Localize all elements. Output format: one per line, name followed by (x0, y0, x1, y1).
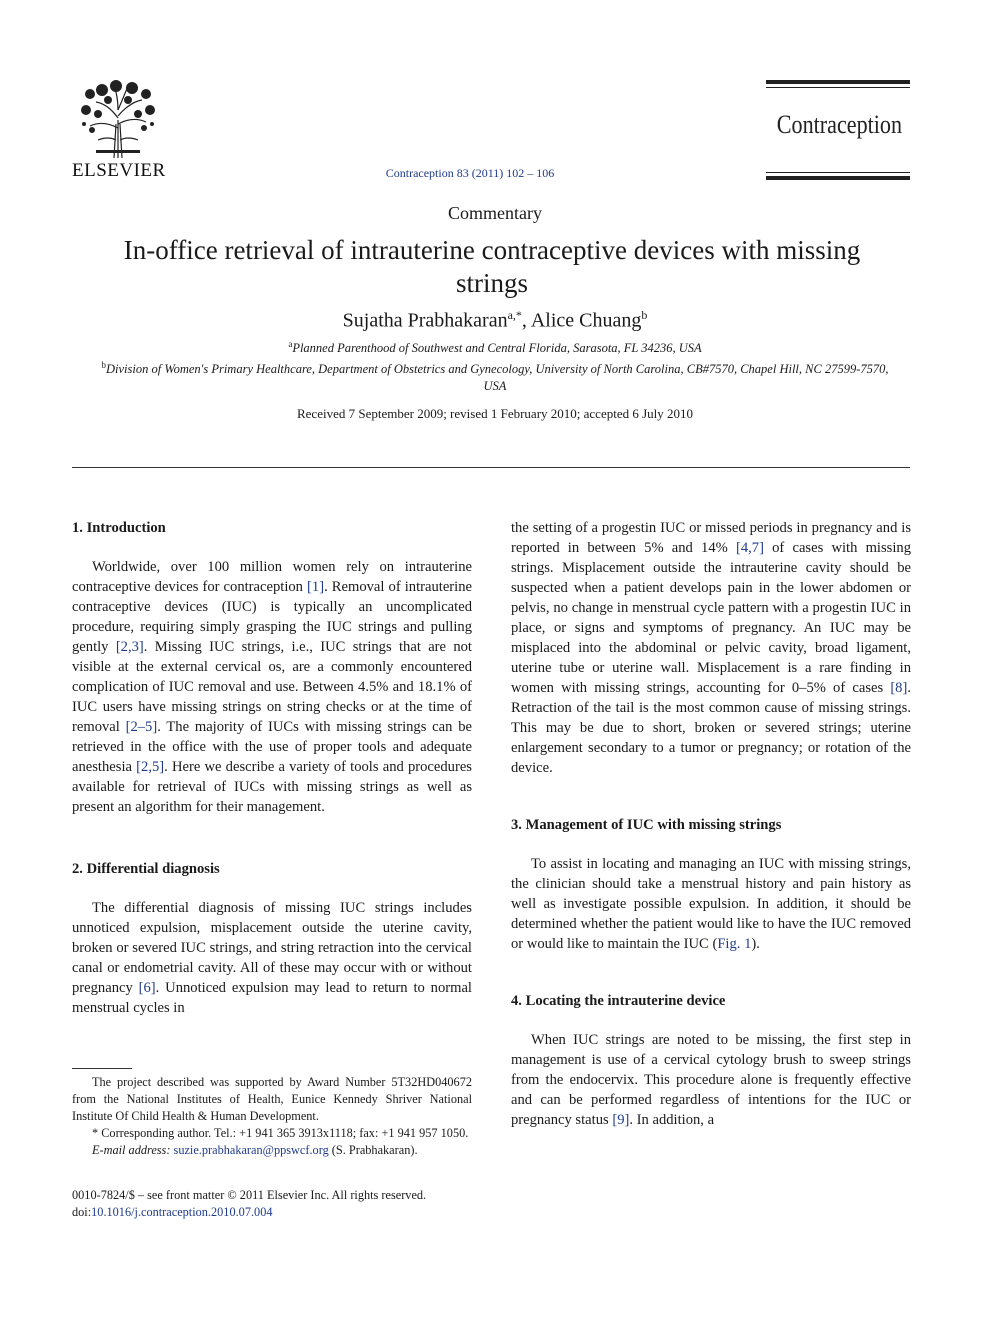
masthead-rule-top-thin (766, 87, 910, 88)
affiliation: $^b$Division of Women's Primary Healthcare, Department of Obstetrics and Gynecology, University of North Carolina, CB#7570, Chapel Hill, NC 27599-7570, USA (101, 360, 889, 394)
article-type: Commentary (448, 203, 542, 223)
affiliations (100, 336, 890, 395)
journal-masthead (766, 80, 910, 180)
masthead-rule-bottom (766, 176, 910, 180)
citation-link[interactable]: [4,7] (735, 540, 764, 556)
doi-link[interactable]: 10.1016/j.contraception.2010.07.004 (91, 1205, 273, 1219)
elsevier-logo (72, 80, 164, 180)
section-heading: 4. Locating the intrauterine device (511, 993, 726, 1009)
section-heading: 1. Introduction (72, 520, 166, 536)
funding-note: The project described was supported by Award Number 5T32HD040672 from the National Institutes of Health, Eunice Kennedy Shriver National Institute Of Child Health & Human Development. (72, 1075, 472, 1123)
publisher-name: ELSEVIER (72, 160, 166, 181)
citation-link[interactable]: [2,3] (115, 639, 144, 655)
masthead-rule-bottom-thin (766, 172, 910, 173)
doi-line (72, 1204, 482, 1221)
author-name[interactable]: Alice Chuang (530, 309, 642, 332)
issn-line: 0010-7824/$ – see front matter © 2011 Elsevier Inc. All rights reserved. (72, 1188, 427, 1202)
citation-link[interactable]: [9] (612, 1112, 630, 1128)
citation-link[interactable]: [6] (138, 980, 156, 996)
paragraph: When IUC strings are noted to be missing, the first step in management is use of a cervical cytology brush to sweep strings from the endocervix. This procedure alone is frequently effective and can be performed regardless of intentions for the IUC or pregnancy status [9]. In addition, a (511, 1032, 911, 1128)
masthead-rule-top (766, 80, 910, 84)
left-column (72, 518, 472, 1018)
elsevier-tree-icon (78, 80, 158, 158)
article-dates: Received 7 September 2009; revised 1 February 2010; accepted 6 July 2010 (296, 406, 694, 421)
corresponding-author-note: * Corresponding author. Tel.: +1 941 365 3913x1118; fax: +1 941 957 1050. (92, 1126, 469, 1140)
journal-reference[interactable]: Contraception 83 (2011) 102 – 106 (385, 166, 555, 180)
author-list (0, 308, 990, 333)
paragraph: To assist in locating and managing an IUC with missing strings, the clinician should take a menstrual history and pain history as well as investigate possible expulsion. In addition, it should be determined whether the patient would like to have the IUC removed or would like to maintain the IUC (Fig. 1). (511, 856, 911, 952)
author-marks: a,* (507, 308, 522, 322)
header-divider (72, 467, 910, 468)
citation-link[interactable]: [1] (307, 579, 325, 595)
citation-link[interactable]: [2–5] (125, 719, 158, 735)
email-label: E-mail address: (92, 1143, 171, 1157)
footnote-divider (72, 1068, 132, 1069)
paragraph: The differential diagnosis of missing IUC strings includes unnoticed expulsion, misplacement outside the uterine cavity, broken or severed IUC strings, and string retraction into the cervical canal or endometrial cavity. All of these may occur with or without pregnancy [6]. Unnoticed expulsion may lead to return to normal menstrual cycles in (72, 900, 472, 1016)
author-separator: , (521, 309, 531, 332)
paragraph: the setting of a progestin IUC or missed periods in pregnancy and is reported in between 5% and 14% [4,7] of cases with missing strings. Misplacement outside the intrauterine cavity should be suspected when a patient develops pain in the lower abdomen or pelvis, no change in menstrual cycle pattern with a progestin IUC in place, or signs and symptoms of pregnancy. An IUC may be misplaced into the abdominal or pelvic cavity, broad ligament, uterine tube or uterine wall. Misplacement is a rare finding in women with missing strings, accounting for 0–5% of cases [8]. Retraction of the tail is the most common cause of missing strings. This may be due to short, broken or severed strings; uterine enlargement secondary to a tumor or pregnancy; or rotation of the device. (511, 520, 911, 776)
affiliation: $^a$Planned Parenthood of Southwest and Central Florida, Sarasota, FL 34236, USA (288, 339, 702, 356)
email-note (72, 1142, 472, 1159)
paragraph: Worldwide, over 100 million women rely on intrauterine contraceptive devices for contraception [1]. Removal of intrauterine contraceptive devices (IUC) is typically an uncomplicated procedure, requiring simply grasping the IUC strings and pulling gently [2,3]. Missing IUC strings, i.e., IUC strings that are not visible at the external cervical os, are a commonly encountered complication of IUC removal and use. Between 4.5% and 18.1% of IUC users have missing strings on string checks or at the time of removal [2–5]. The majority of IUCs with missing strings can be retrieved in the office with the use of proper tools and adequate anesthesia [2,5]. Here we describe a variety of tools and procedures available for retrieval of IUCs with missing strings as well as present an algorithm for their management. (72, 559, 472, 815)
email-link[interactable]: suzie.prabhakaran@ppswcf.org (173, 1143, 329, 1157)
copyright-block (72, 1187, 482, 1221)
citation-link[interactable]: Fig. 1 (717, 936, 752, 952)
author-marks: b (641, 308, 648, 322)
doi-label: doi: (72, 1205, 92, 1219)
article-title: In-office retrieval of intrauterine contraceptive devices with missing strings (123, 235, 861, 298)
journal-name: Contraception (776, 110, 903, 139)
citation-link[interactable]: [2,5] (136, 759, 165, 775)
footnotes (72, 1074, 472, 1159)
right-column (511, 518, 911, 1130)
section-heading: 2. Differential diagnosis (72, 861, 220, 877)
citation-link[interactable]: [8] (890, 680, 908, 696)
email-suffix: (S. Prabhakaran). (328, 1143, 418, 1157)
author-name[interactable]: Sujatha Prabhakaran (342, 309, 508, 332)
section-heading: 3. Management of IUC with missing strings (511, 817, 782, 833)
